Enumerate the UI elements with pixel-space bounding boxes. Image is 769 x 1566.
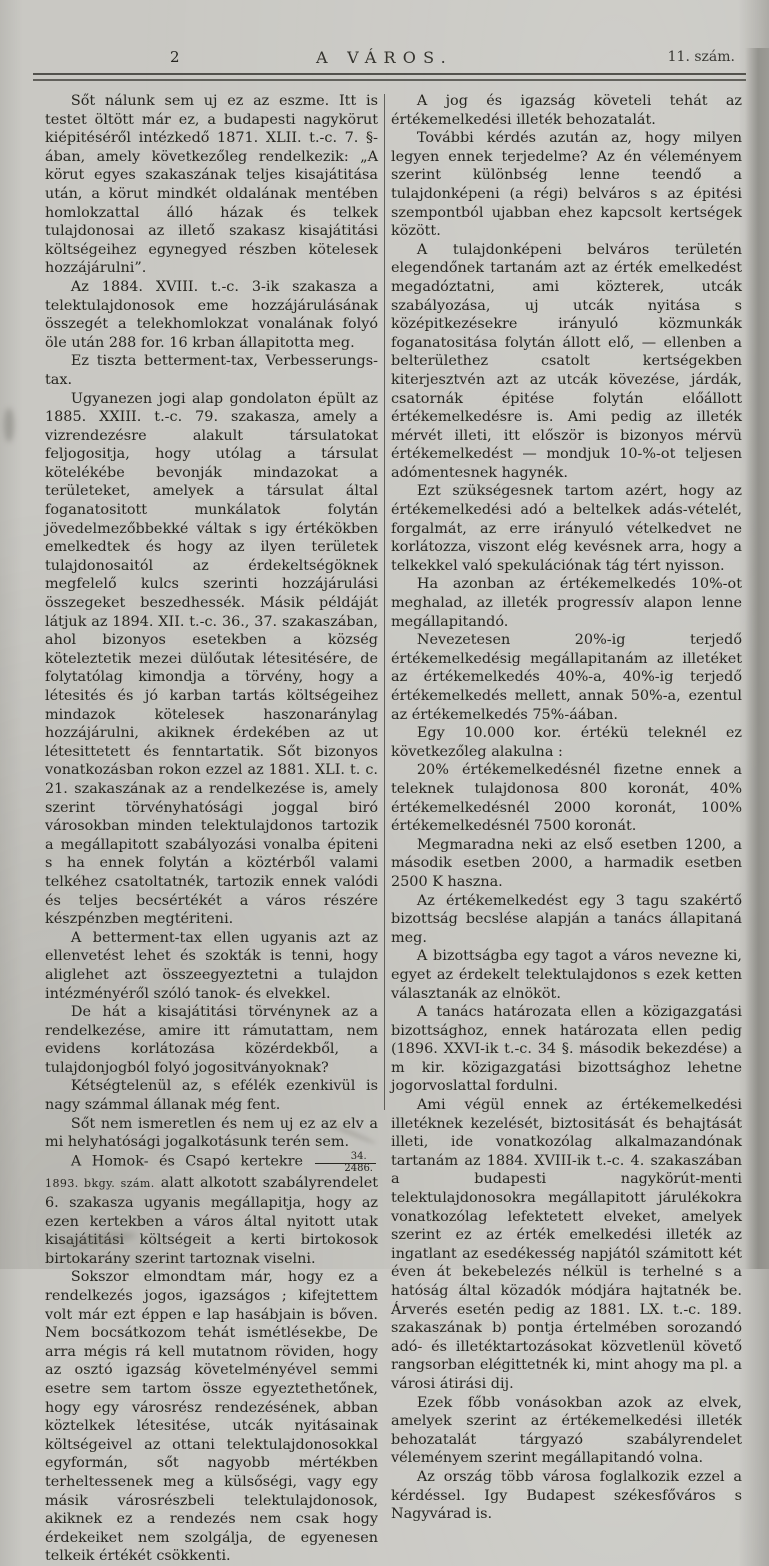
issue-number: 11. szám. bbox=[667, 49, 735, 65]
paragraph: De hát a kisajátitási törvénynek az a rendelkezése, amire itt rámutattam, nem evidens korlátozása közérdekből, a tulajdonjogból folyó jogositványoknak? bbox=[45, 1004, 378, 1076]
paragraph: A tanács határozata ellen a közigazgatási bizottsághoz, ennek határozata ellen pedig (1896. XXVI-ik t.-c. 34 §. második bekezdése) a m kir. közigazgatási bizottsághoz lehetne jogorvoslattal fordulni. bbox=[391, 1004, 742, 1095]
paragraph: Az értékemelkedést egy 3 tagu szakértő bizottság becslése alapján a tanács állapitaná meg. bbox=[391, 892, 742, 946]
paragraph: Ezek főbb vonásokban azok az elvek, amelyek szerint az értékemelkedési illeték behozatalát tárgyazó szabályrendelet véleményem szerint megállapitandó volna. bbox=[391, 1394, 742, 1467]
paragraph: Nevezetesen 20%-ig terjedő értékemelkedésig megállapitanám az illetéket az értékemelkedés 40%-a, 40%-ig terjedő értékemelkedés mellett, annak 50%-a, ezentul az értékemelkedés 75%-áában. bbox=[391, 632, 742, 723]
paragraph: 20% értékemelkedésnél fizetne ennek a teleknek tulajdonosa 800 koronát, 40% értékemelkedésnél 2000 koronát, 100% értékemelkedésnél 7500 koronát. bbox=[391, 762, 742, 835]
paragraph: A jog és igazság követeli tehát az értékemelkedési illeték behozatalát. bbox=[391, 93, 742, 128]
paragraph: A betterment-tax ellen ugyanis azt az ellenvetést lehet és szokták is tenni, hogy aliglehet azt összeegyeztetni a tulajdon intézményéről szóló tanok- és elvekkel. bbox=[45, 929, 378, 1002]
article-body bbox=[0, 92, 769, 1566]
page-header bbox=[0, 48, 769, 70]
paragraph: További kérdés azután az, hogy milyen legyen ennek terjedelme? Az én véleményem szerint különbség lenne teendő a tulajdonképeni (a régi) belváros s az épitési szempontból ujabban ehez kapcsolt kertségek között. bbox=[391, 130, 742, 240]
paragraph: Ami végül ennek az értékemelkedési illetéknek kezelését, biztositását és behajtását illeti, ide vonatkozólag alkalmazandónak tartanám az 1884. XVIII-ik t.-c. 4. szakaszában a budapesti nagykörút-menti telektulajdonosokra megállapitott járulékokra vonatkozólag lefektetett elveket, amelyek szerint ez az érték emelkedési illeték az ingatlant az esedékesség napjától számitott két éven át bekebelezés nélkül is terhelné s a hatóság által közadók módjára hajtatnék be. Árverés esetén pedig az 1881. LX. t.-c. 189. szakaszának b) pontja értelmében sorozandó adó- és illetéktartozásokat közvetlenül követő rangsorban elégittetnék ki, mint ahogy ma pl. a városi átirási dij. bbox=[391, 1097, 742, 1392]
paragraph: Az ország több városa foglalkozik ezzel a kérdéssel. Igy Budapest székesfőváros s Nagyvárad is. bbox=[391, 1468, 742, 1523]
paragraph: Ugyanezen jogi alap gondolaton épült az 1885. XXIII. t.-c. 79. szakasza, amely a vizrendezésre alakult társulatokat feljogositja, hogy utólag a társulat kötelékébe bevonják mindazokat a területeket, amelyek a társulat által foganatositott munkálatok folytán jövedelmezőbbekké váltak s igy értékökben emelkedtek és hogy az ilyen területek tulajdonosaitól az érdekeltségöknek megfelelő kulcs szerinti hozzájárulási összegeket beszedhessék. Másik példáját látjuk az 1894. XII. t.-c. 36., 37. szakaszában, ahol bizonyos esetekben a község köteleztetik mezei dülőutak létesitésére, de folytatólag kimondja a törvény, hogy a létesités és jó karban tartás költségeihez mindazok kötelesek haszonaránylag hozzájárulni, akiknek érdekében az ut létesittetett és fenntartatik. Sőt bizonyos vonatkozásban rokon ezzel az 1881. XLI. t. c. 21. szakaszának az a rendelkezése is, amely szerint törvényhatósági joggal biró városokban minden telektulajdonos tartozik a megállapitott szabályozási vonalba épiteni s ha ennek folytán a köztérből valami telkéhez csatoltatnék, tartozik ennek valódi és teljes becsértékét a város részére készpénzben megtériteni. bbox=[45, 390, 378, 928]
paragraph: A tulajdonképeni belváros területén elegendőnek tartanám azt az érték emelkedést megadóztatni, ami közterek, utcák szabályozása, uj utcák nyitása s középitkezésekre irányuló közmunkák foganatositása folytán állott elő, — ellenben a belterülethez csatolt kertségekben kiterjesztvén azt az utcák kövezése, járdák, csatornák épitése folytán előállott értékemelkedésre is. Ami pedig az illeték mérvét illeti, itt először is bizonyos mérvü értékemelkedést — mondjuk 10-%-ot teljesen adómentesnek hagynék. bbox=[391, 241, 742, 481]
decree-number-note: 1893. bkgy. szám. bbox=[45, 1177, 155, 1191]
paragraph: A Homok- és Csapó kertekre $\frac{34.}{2486.}$ 1893. bkgy. szám. alatt alkotott szabályrendelet 6. szakasza ugyanis megállapitja, hogy az ezen kertekben a város által nyitott utak kisajátitási költségeit a kerti birtokosok birtokarány szerint tartoznak viselni. bbox=[45, 1150, 378, 1267]
decree-number-fraction: $\frac{34.}{2486.}$ bbox=[315, 1152, 376, 1175]
masthead-title: A VÁROS. bbox=[316, 48, 453, 67]
paragraph: Az 1884. XVIII. t.-c. 3-ik szakasza a telektulajdonosok eme hozzájárulásának összegét a telekhomlokzat vonalának folyó öle után 288 for. 16 krban állapitotta meg. bbox=[45, 278, 378, 351]
left-column bbox=[45, 92, 378, 1566]
page-number: 2 bbox=[170, 48, 180, 66]
paragraph: Ha azonban az értékemelkedés 10%-ot meghalad, az illeték progressív alapon lenne megállapitandó. bbox=[391, 576, 742, 630]
paragraph: Sokszor elmondtam már, hogy ez a rendelkezés jogos, igazságos ; kifejtettem volt már ezt éppen e lap hasábjain is bőven. Nem bocsátkozom tehát ismétlésekbe, De arra mégis rá kell mutatnom röviden, hogy az osztó igazság követelményével semmi esetre sem tartom össze egyeztethetőnek, hogy egy városrész rendezésének, abban köztelkek létesitése, utcák nyitásainak költségeivel az ottani telektulajdonosokkal egyformán, sőt nagyobb mértékben terheltessenek meg a külsőségi, vagy egy másik városrészbeli telektulajdonosok, akiknek ez a rendezés nem csak hogy érdekeiket nem szolgálja, de egyenesen telkeik értékét csökkenti. bbox=[45, 1269, 378, 1565]
scanned-newspaper-page bbox=[0, 48, 769, 1565]
paragraph: Sőt nálunk sem uj ez az eszme. Itt is testet öltött már ez, a budapesti nagykörut kiépitéséről intézkedő 1871. XLII. t.-c. 7. §-ában, amely következőleg rendelkezik: „A körut egyes szakaszának teljes kisajátitása után, a körut mindkét oldalának mentében homlokzattal álló házak és telkek tulajdonosai az illető szakasz kisajátitási költségeihez egynegyed részben kötelesek hozzájárulni”. bbox=[45, 93, 378, 277]
right-column bbox=[391, 92, 742, 1524]
column-divider-rule bbox=[384, 94, 385, 1110]
paragraph: Ez tiszta betterment-tax, Verbesserungs-tax. bbox=[45, 353, 378, 388]
paragraph: A bizottságba egy tagot a város nevezne ki, egyet az érdekelt telektulajdonos s ezek ketten választanák az elnököt. bbox=[391, 948, 742, 1002]
paragraph: Ezt szükségesnek tartom azért, hogy az értékemelkedési adó a beltelkek adás-vételét, forgalmát, az erre irányuló vételkedvet ne korlátozza, viszont elég kevésnek arra, hogy a telkekkel való spekulációnak tág tért nyisson. bbox=[391, 483, 742, 574]
paragraph: Sőt nem ismeretlen és nem uj ez az elv a mi helyhatósági jogalkotásunk terén sem. bbox=[45, 1115, 378, 1151]
paragraph: Megmaradna neki az első esetben 1200, a második esetben 2000, a harmadik esetben 2500 K haszna. bbox=[391, 836, 742, 890]
paragraph: Kétségtelenül az, s efélék ezenkivül is nagy számmal állanak még fent. bbox=[45, 1078, 378, 1114]
paragraph: Egy 10.000 kor. értékü teleknél ez következőleg alakulna : bbox=[391, 725, 742, 760]
paper-smudge bbox=[4, 408, 14, 442]
header-rule bbox=[33, 73, 746, 81]
